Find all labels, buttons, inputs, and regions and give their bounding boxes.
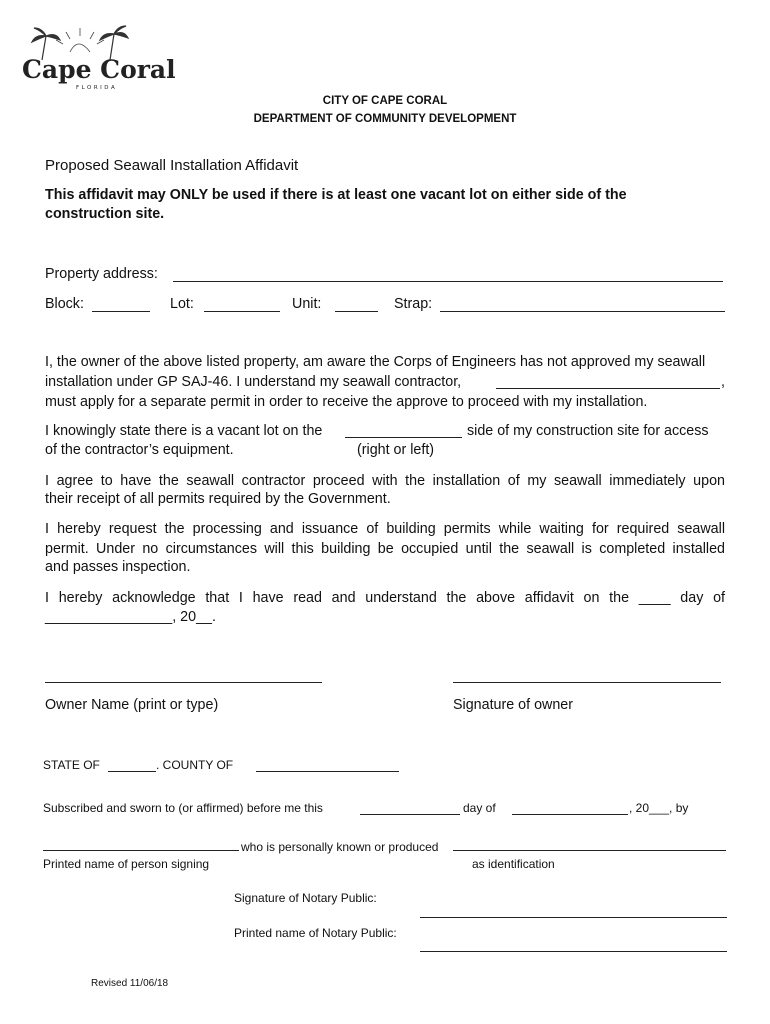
notary-printed-name-line[interactable] (420, 951, 727, 952)
para2-line2: of the contractor’s equipment. (45, 442, 234, 458)
logo-name-text: Cape Coral (22, 55, 176, 84)
para1-line1: I, the owner of the above listed property, am aware the Corps of Engineers has not approved my seawall (45, 354, 706, 370)
day-of-label: day of (463, 801, 496, 815)
side-line[interactable] (345, 437, 462, 438)
subscribed-label: Subscribed and sworn to (or affirmed) before me this (43, 801, 323, 815)
state-of-label: STATE OF (43, 758, 100, 772)
year-by-label: , 20___, by (629, 801, 689, 815)
owner-signature-line[interactable] (453, 682, 721, 683)
notary-signature-label: Signature of Notary Public: (234, 891, 377, 905)
sworn-day-line[interactable] (360, 814, 460, 815)
notary-signature-line[interactable] (420, 917, 727, 918)
state-line[interactable] (108, 771, 156, 772)
para5-line2: ________________, 20__. (45, 609, 216, 625)
cape-coral-logo (18, 22, 176, 94)
para2-line1-end: side of my construction site for access (467, 423, 709, 439)
lot-label: Lot: (170, 296, 194, 312)
notary-printed-name-label: Printed name of Notary Public: (234, 926, 397, 940)
contractor-name-line[interactable] (496, 388, 720, 389)
form-title: Proposed Seawall Installation Affidavit (45, 157, 299, 174)
para3-line1: I agree to have the seawall contractor proceed with the installation of my seawall immediately upon (45, 473, 725, 489)
para4-line3: and passes inspection. (45, 559, 191, 575)
sworn-month-line[interactable] (512, 814, 628, 815)
person-signing-line[interactable] (43, 850, 239, 851)
identification-line[interactable] (453, 850, 726, 851)
revised-date: Revised 11/06/18 (91, 978, 169, 989)
header-department: DEPARTMENT OF COMMUNITY DEVELOPMENT (253, 113, 517, 125)
printed-name-person-label: Printed name of person signing (43, 857, 210, 871)
right-or-left-hint: (right or left) (357, 442, 435, 458)
as-identification-label: as identification (472, 857, 555, 871)
para1-comma: , (721, 374, 725, 390)
property-address-line[interactable] (173, 281, 723, 282)
para4-line2: permit. Under no circumstances will this building be occupied until the seawall is completed installed (45, 541, 725, 557)
logo-sub-text: FLORIDA (76, 85, 118, 91)
para4-line1: I hereby request the processing and issuance of building permits while waiting for required seawall (45, 521, 725, 537)
header-city: CITY OF CAPE CORAL (322, 95, 448, 107)
para1-line3: must apply for a separate permit in order to receive the approve to proceed with my installation. (45, 394, 648, 410)
owner-name-label: Owner Name (print or type) (45, 697, 219, 713)
para3-line2: their receipt of all permits required by the Government. (45, 491, 391, 507)
block-line[interactable] (92, 311, 150, 312)
county-line[interactable] (256, 771, 399, 772)
owner-signature-label: Signature of owner (453, 697, 574, 713)
unit-line[interactable] (335, 311, 378, 312)
para1-line2: installation under GP SAJ-46. I understand my seawall contractor, (45, 374, 462, 390)
strap-label: Strap: (394, 296, 433, 312)
notice-line-2: construction site. (45, 206, 165, 222)
block-label: Block: (45, 296, 84, 312)
para2-line1: I knowingly state there is a vacant lot on the (45, 423, 323, 439)
notice-line-1: This affidavit may ONLY be used if there is at least one vacant lot on either side of the (45, 187, 627, 203)
strap-line[interactable] (440, 311, 725, 312)
county-of-label: . COUNTY OF (156, 758, 234, 772)
property-address-label: Property address: (45, 266, 158, 282)
unit-label: Unit: (292, 296, 322, 312)
para5-line1: I hereby acknowledge that I have read and understand the above affidavit on the ____ day of (45, 590, 725, 606)
owner-name-line[interactable] (45, 682, 322, 683)
personally-known-label: who is personally known or produced (241, 840, 439, 854)
lot-line[interactable] (204, 311, 280, 312)
